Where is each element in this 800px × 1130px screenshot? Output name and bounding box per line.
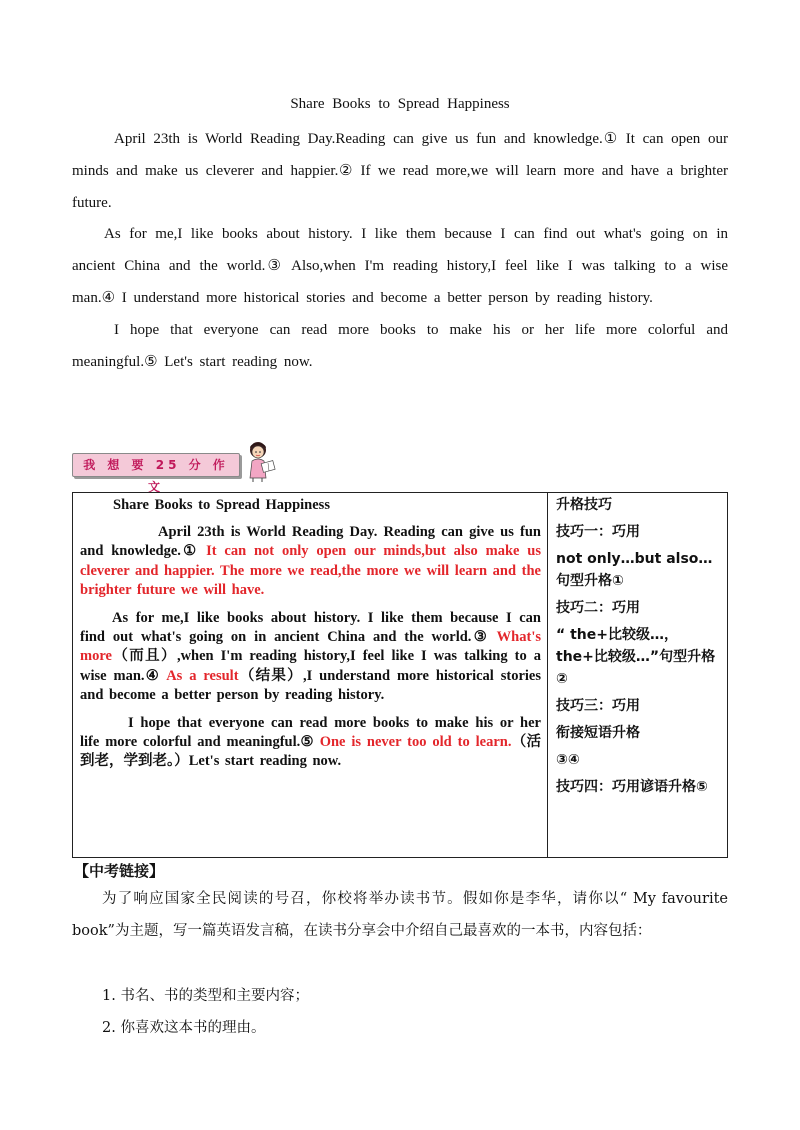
improved-p3-text-a: I hope that everyone can read more books to make his or her life more colorful and meaningful.⑤ <box>80 715 541 751</box>
tip-2: 技巧二：巧用 <box>556 600 640 616</box>
tip-1: 技巧一：巧用 <box>556 524 640 540</box>
tip-3-detail: 衔接短语升格 <box>556 725 640 741</box>
improved-p2-text-c: （结果）,I understand more historical stories and become a better person by reading history. <box>80 667 541 703</box>
exam-item-1: 1. 书名、书的类型和主要内容； <box>102 988 309 1004</box>
improved-p2-highlight-2: As a result <box>166 667 239 684</box>
exam-prompt: 为了响应国家全民阅读的号召，你校将举办读书节。假如你是李华，请你以“ My favourite book”为主题，写一篇英语发言稿，在读书分享会中介绍自己最喜欢的一本书，内容包括： <box>72 891 728 939</box>
improved-p1-text: April 23th is World Reading Day. Reading can give us fun and knowledge.① <box>80 524 541 560</box>
improved-p1-highlight: It can not only open our minds,but also make us cleverer and happier. The more we read,the more we will learn and the brighter future we will have. <box>80 543 541 598</box>
tip-1-detail: not only…but also…句型升格① <box>556 551 713 589</box>
improved-paragraph-2 <box>80 609 541 705</box>
improved-essay-title: Share Books to Spread Happiness <box>113 497 330 513</box>
upgrade-table <box>72 492 728 858</box>
exam-link-heading: 【中考链接】 <box>74 862 165 880</box>
improved-p2-text-a: As for me,I like books about history. I like them because I can find out what's going on in ancient China and the world.③ <box>80 610 541 646</box>
improved-p2-text-b: （而且）,when I'm reading history,I feel like I was talking to a wise man.④ <box>80 648 541 684</box>
improved-p3-highlight: One is never too old to learn. <box>319 734 512 751</box>
improved-paragraph-1 <box>80 523 541 600</box>
section-banner <box>72 440 282 494</box>
tip-3-refs: ③④ <box>556 752 580 768</box>
tip-4: 技巧四：巧用谚语升格⑤ <box>556 779 708 795</box>
tip-3: 技巧三：巧用 <box>556 698 640 714</box>
tip-2-detail: “ the+比较级…，the+比较级…”句型升格② <box>556 627 716 687</box>
essay-paragraph-3: I hope that everyone can read more books to make his or her life more colorful and meaningful.⑤ Let's start reading now. <box>72 321 728 370</box>
essay-paragraph-1: April 23th is World Reading Day.Reading can give us fun and knowledge.① It can open our minds and make us cleverer and happier.② If we read more,we will learn more and have a brighter future. <box>72 131 728 211</box>
tips-heading: 升格技巧 <box>556 497 612 513</box>
improved-essay-cell <box>73 493 548 858</box>
improved-paragraph-3 <box>80 714 541 772</box>
banner-label: 我 想 要 25 分 作 文 <box>72 453 240 477</box>
improved-p2-highlight-1: What's more <box>80 629 541 665</box>
tips-cell <box>548 493 728 858</box>
exam-item-2: 2. 你喜欢这本书的理由。 <box>102 1020 266 1036</box>
essay-paragraph-2: As for me,I like books about history. I like them because I can find out what's going on in ancient China and the world.③ Also,when I'm reading history,I feel like I was talking to a wise man.④ I understand more historical stories and become a better person by reading history. <box>72 226 728 306</box>
essay-title: Share Books to Spread Happiness <box>290 96 510 112</box>
improved-p3-text-b: （活到老，学到老。）Let's start reading now. <box>80 734 541 770</box>
sample-essay <box>72 124 728 378</box>
girl-reading-illustration <box>240 440 280 482</box>
